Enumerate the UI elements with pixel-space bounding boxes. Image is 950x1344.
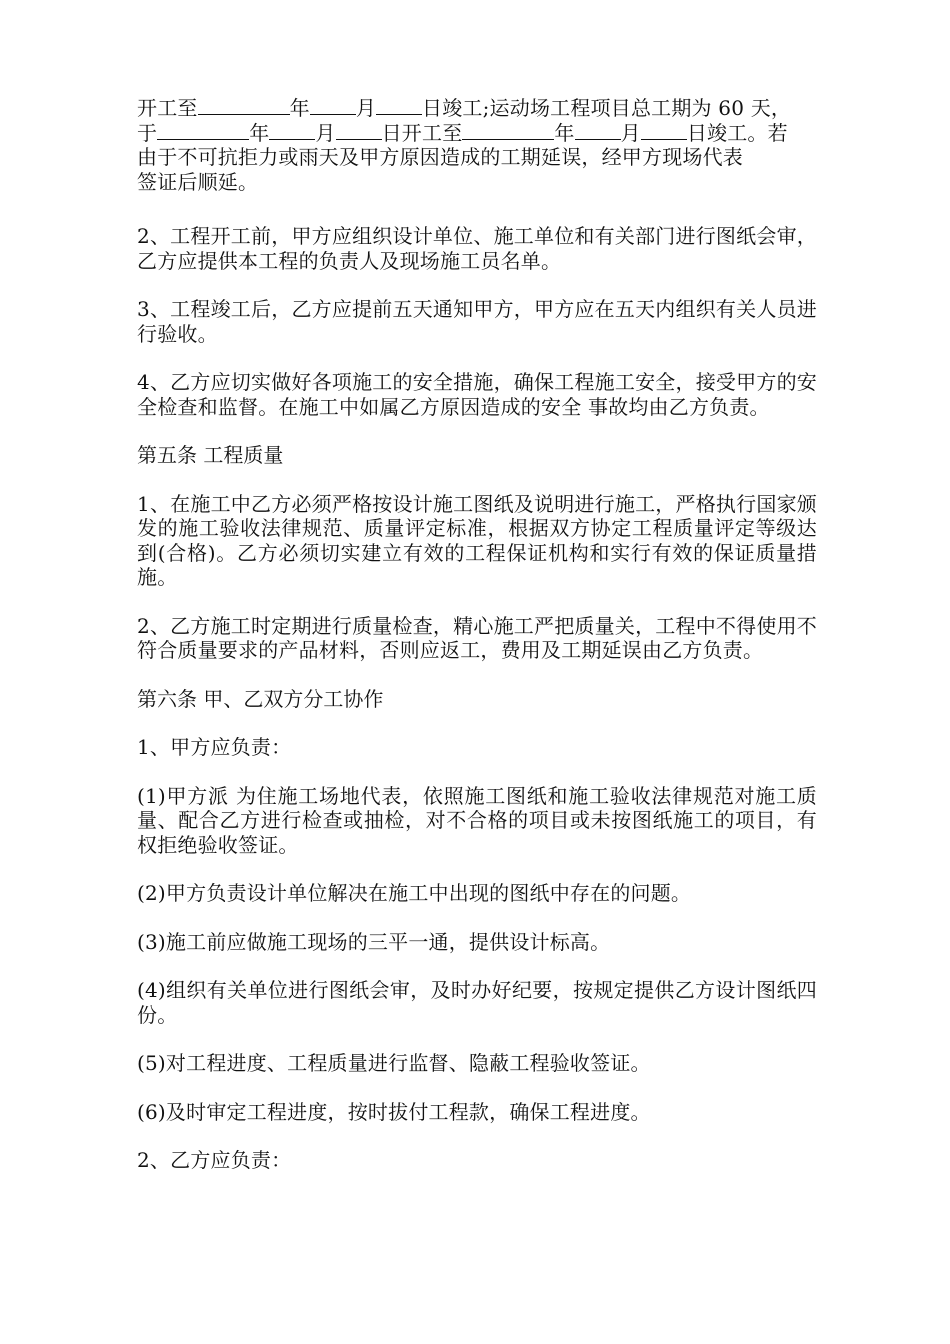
list-item-party-a-1: (1)甲方派 为住施工场地代表，依照施工图纸和施工验收法律规范对施工质量、配合乙方进行检查或抽检，对不合格的项目或未按图纸施工的项目，有权拒绝验收签证。 (137, 783, 817, 857)
section-heading-cooperation: 第六条 甲、乙双方分工协作 (137, 686, 384, 711)
text-segment: 年 (554, 120, 575, 145)
text-segment: 于 (137, 120, 158, 145)
text-segment: 开工至 (137, 96, 198, 120)
schedule-line-1 (137, 96, 817, 121)
paragraph-quality-inspection: 2、乙方施工时定期进行质量检查，精心施工严把质量关，工程中不得使用不符合质量要求的产品材料，否则应返工，费用及工期延误由乙方负责。 (137, 613, 817, 662)
blank-month (310, 97, 356, 115)
text-segment: 日开工至 (381, 120, 463, 145)
document-page (137, 96, 817, 1197)
text-segment: 月 (315, 120, 336, 145)
blank-year (462, 122, 554, 140)
text-segment: 日竣工。若 (686, 120, 788, 145)
section-heading-quality: 第五条 工程质量 (137, 443, 284, 467)
text-segment: 年 (289, 96, 310, 120)
list-item-party-a-5: (5)对工程进度、工程质量进行监督、隐蔽工程验收签证。 (137, 1051, 651, 1075)
text-segment: 年 (249, 120, 270, 145)
blank-month (269, 122, 315, 140)
paragraph-party-a-duties: 1、甲方应负责： (137, 735, 292, 759)
text-segment: 日竣工;运动场工程项目总工期为 60 天， (422, 96, 792, 120)
paragraph-completion-acceptance: 3、工程竣工后，乙方应提前五天通知甲方，甲方应在五天内组织有关人员进行验收。 (137, 297, 817, 346)
paragraph-schedule (137, 96, 817, 194)
blank-month (575, 122, 621, 140)
schedule-line-4: 签证后顺延。 (137, 169, 259, 194)
text-segment: 月 (355, 96, 377, 120)
blank-day (336, 122, 382, 140)
list-item-party-a-3: (3)施工前应做施工现场的三平一通，提供设计标高。 (137, 929, 611, 954)
blank-year (157, 122, 249, 140)
list-item-party-a-4: (4)组织有关单位进行图纸会审，及时办好纪要，按规定提供乙方设计图纸四份。 (137, 978, 817, 1027)
paragraph-safety-measures: 4、乙方应切实做好各项施工的安全措施，确保工程施工安全，接受甲方的安全检查和监督。在施工中如属乙方原因造成的安全 事故均由乙方负责。 (137, 370, 817, 419)
schedule-line-3: 由于不可抗拒力或雨天及甲方原因造成的工期延误，经甲方现场代表 (137, 145, 743, 169)
blank-year (198, 97, 290, 115)
blank-day (376, 97, 422, 115)
list-item-party-a-6: (6)及时审定工程进度，按时拔付工程款，确保工程进度。 (137, 1099, 651, 1124)
text-segment: 月 (620, 120, 641, 145)
paragraph-drawing-review: 2、工程开工前，甲方应组织设计单位、施工单位和有关部门进行图纸会审，乙方应提供本工程的负责人及现场施工员名单。 (137, 224, 817, 273)
paragraph-party-b-duties: 2、乙方应负责： (137, 1148, 292, 1172)
list-item-party-a-2: (2)甲方负责设计单位解决在施工中出现的图纸中存在的问题。 (137, 881, 692, 905)
schedule-line-2 (137, 121, 817, 146)
blank-day (641, 122, 687, 140)
paragraph-quality-standards: 1、在施工中乙方必须严格按设计施工图纸及说明进行施工，严格执行国家颁发的施工验收法律规范、质量评定标准，根据双方协定工程质量评定等级达到(合格)。乙方必须切实建立有效的工程保证机构和实行有效的保证质量措施。 (137, 491, 817, 589)
